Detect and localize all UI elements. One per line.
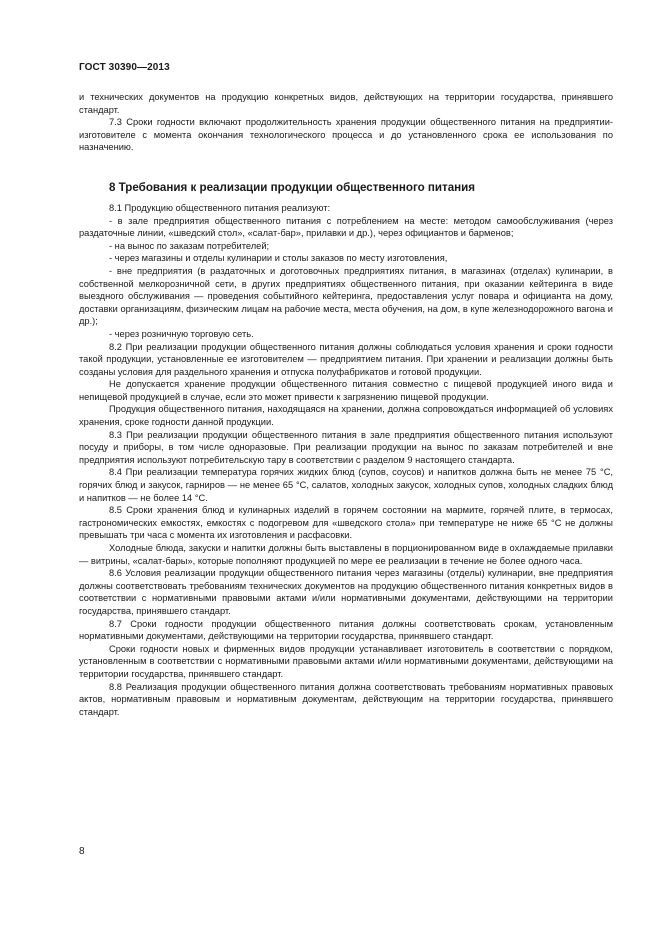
paragraph: 7.3 Сроки годности включают продолжительность хранения продукции общественного питания на предприятии-изготовителе с момента окончания технологического процесса и до установленного срока ее использования по назначению. [79, 117, 613, 153]
document-header: ГОСТ 30390—2013 [79, 62, 170, 73]
paragraph: 8.6 Условия реализации продукции общественного питания через магазины (отделы) кулинарии, вне предприятия должны соответствовать требованиям технических документов на продукцию общественного питания конкретных видов в соответствии с нормативными правовыми актами и/или нормативными документами, действующими на территории государства, принявшего стандарт. [79, 568, 613, 616]
paragraph: Холодные блюда, закуски и напитки должны быть выставлены в порционированном виде в охлаждаемые прилавки — витрины, «салат-бары», которые пополняют продукцией по мере ее реализации в течение не более одного часа. [79, 543, 613, 566]
section-title: 8 Требования к реализации продукции общественного питания [109, 180, 476, 194]
paragraph: 8.7 Сроки годности продукции общественного питания должны соответствовать срокам, установленным нормативными документами, действующими на территории государства, принявшего стандарт. [79, 618, 613, 642]
paragraph: 8.5 Сроки хранения блюд и кулинарных изделий в горячем состоянии на мармите, горячей плите, в термосах, гастрономических емкостях, емкостях с подогревом для «шведского стола» при температуре не ниже 65 °С не должны превышать три часа с момента их изготовления и расфасовки. [79, 505, 613, 541]
paragraph: 8.8 Реализация продукции общественного питания должна соответствовать требованиям нормативных правовых актов, нормативным правовым и нормативным документам, действующим на территории государства, принявшего стандарт. [79, 681, 613, 717]
list-item: - вне предприятия (в раздаточных и доготовочных предприятиях питания, в магазинах (отделах) кулинарии, в собственной мелкорозничной сети, в других предприятиях общественного питания, при оказании кейтеринга в виде выездного обслуживания — проведения событийного кейтеринга, предоставления услуг повара и официанта на дому, доставки организациям, физическим лицам на рабочие места, места обучения, на дом, в купе железнодорожного вагона и др.); [79, 265, 613, 327]
paragraph: 8.4 При реализации температура горячих жидких блюд (супов, соусов) и напитков должна быть не менее 75 °С, горячих блюд и закусок, гарниров — не менее 65 °С, салатов, холодных закусок, холодных супов, холодных сладких блюд и напитков — не более 14 °С. [79, 467, 613, 503]
paragraph: 8.2 При реализации продукции общественного питания должны соблюдаться условия хранения и сроки годности такой продукции, установленные ее изготовителем — предприятием питания. При хранении и реализации должны быть созданы условия для раздельного хранения и отпуска полуфабрикатов и готовой продукции. [79, 341, 613, 377]
list-item: - в зале предприятия общественного питания с потреблением на месте: методом самообслуживания (через раздаточные линии, «шведский стол», «салат-бар», прилавки и др.), через официантов и барменов; [79, 215, 613, 239]
paragraph: Продукция общественного питания, находящаяся на хранении, должна сопровождаться информацией об условиях хранения, сроке годности данной продукции. [79, 404, 613, 428]
paragraph: 8.3 При реализации продукции общественного питания в зале предприятия общественного питания используют посуду и приборы, в том числе одноразовые. При реализации продукции на вынос по заказам потребителей и вне предприятия используют потребительскую тару в соответствии с разделом 9 настоящего стандарта. [79, 429, 613, 465]
document-body [79, 91, 613, 718]
list-item: - через магазины и отделы кулинарии и столы заказов по месту изготовления, [109, 253, 448, 264]
list-item: - через розничную торговую сеть. [109, 328, 254, 339]
paragraph: 8.1 Продукцию общественного питания реализуют: [109, 202, 331, 213]
list-item: - на вынос по заказам потребителей; [109, 240, 270, 251]
paragraph: и технических документов на продукцию конкретных видов, действующих на территории государства, принявшего стандарт. [79, 92, 613, 115]
page-number: 8 [79, 846, 85, 857]
paragraph: Сроки годности новых и фирменных видов продукции устанавливает изготовитель в соответствии с порядком, установленным в соответствии с нормативными правовыми актами и/или нормативными документами, действующими на территории государства, принявшего стандарт. [79, 643, 613, 679]
paragraph: Не допускается хранение продукции общественного питания совместно с пищевой продукцией иного вида и непищевой продукцией в случае, если это может привести к загрязнению пищевой продукции. [79, 379, 613, 402]
